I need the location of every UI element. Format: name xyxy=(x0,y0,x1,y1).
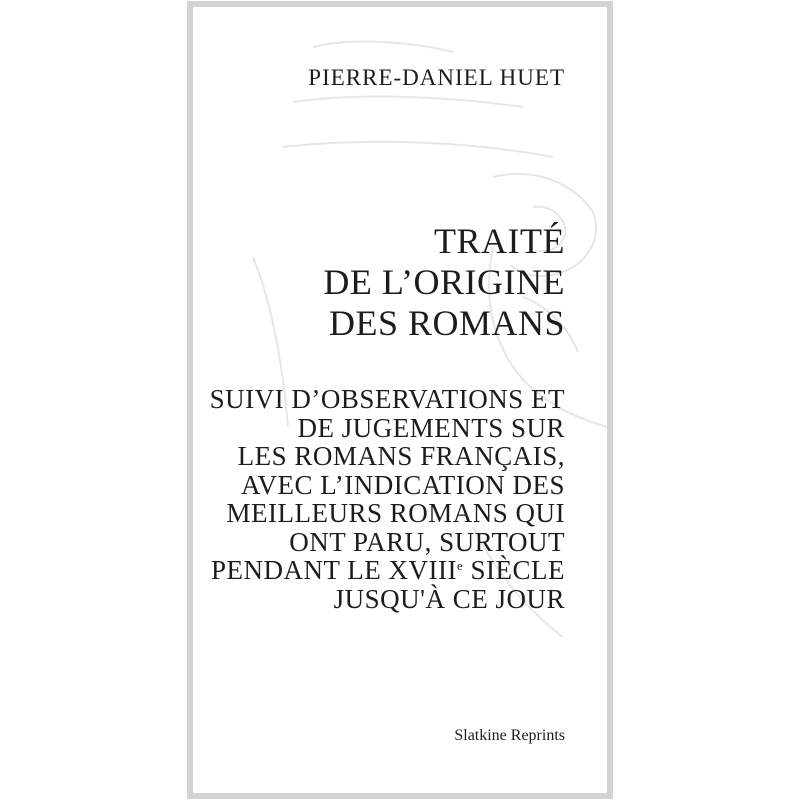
subtitle-line: LES ROMANS FRANÇAIS, xyxy=(237,441,565,471)
book-subtitle xyxy=(210,385,565,613)
subtitle-line: JUSQU'À CE JOUR xyxy=(333,583,565,614)
century-superscript: e xyxy=(456,558,464,573)
subtitle-line: SUIVI D’OBSERVATIONS ET xyxy=(209,384,565,414)
century-prefix: PENDANT LE XVIII xyxy=(211,555,457,585)
book-cover xyxy=(193,7,607,793)
subtitle-line: MEILLEURS ROMANS QUI xyxy=(226,498,565,528)
author-name: PIERRE-DANIEL HUET xyxy=(308,65,565,90)
publisher-name: Slatkine Reprints xyxy=(454,727,565,744)
subtitle-line: ONT PARU, SURTOUT xyxy=(289,526,565,557)
subtitle-line: DE JUGEMENTS SUR xyxy=(297,412,565,443)
subtitle-century-line xyxy=(210,556,565,585)
subtitle-line: AVEC L’INDICATION DES xyxy=(240,469,565,500)
title-line: DE L’ORIGINE xyxy=(323,262,565,302)
title-line: TRAITÉ xyxy=(434,221,565,261)
century-suffix: SIÈCLE xyxy=(463,555,565,585)
title-line: DES ROMANS xyxy=(328,303,565,343)
book-title xyxy=(323,221,565,344)
